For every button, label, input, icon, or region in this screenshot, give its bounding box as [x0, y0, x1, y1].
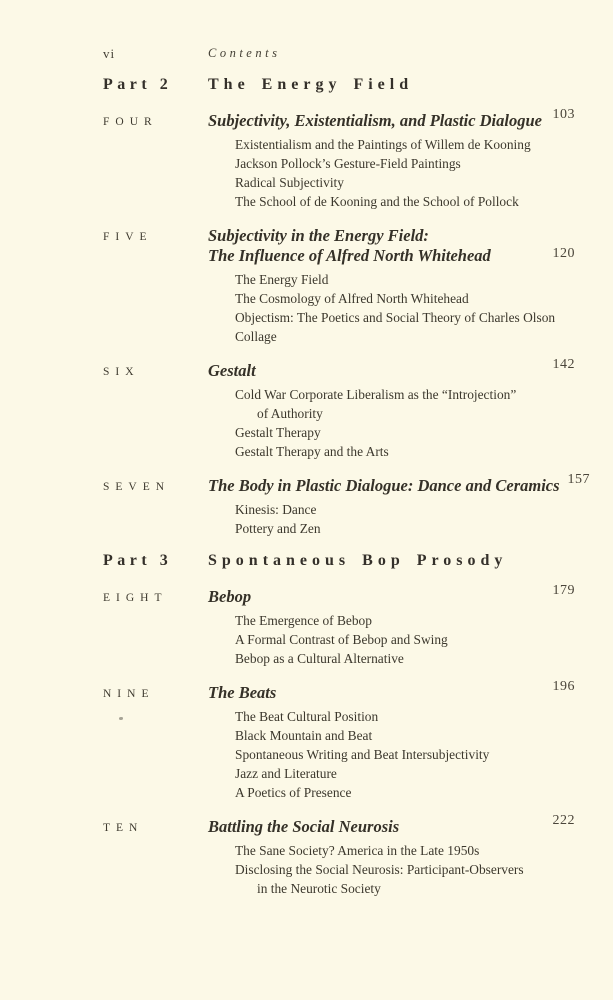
chapter-label: FIVE — [103, 231, 153, 243]
subentry: A Poetics of Presence — [235, 785, 352, 800]
chapter-title-line: Bebop — [208, 587, 252, 606]
subentry: Bebop as a Cultural Alternative — [235, 651, 404, 666]
chapter-page-number: 103 — [552, 107, 575, 122]
part-label: Part 3 — [103, 552, 173, 569]
chapter-title — [208, 226, 491, 266]
chapter-subentries — [208, 607, 575, 668]
chapter-subentries — [208, 496, 575, 538]
chapter-subentries — [208, 131, 575, 211]
subentry: The Beat Cultural Position — [235, 709, 379, 724]
chapter-subentries — [208, 703, 575, 802]
page-header — [103, 46, 575, 62]
chapter-subentries — [208, 381, 575, 461]
subentry: Objectism: The Poetics and Social Theory of Charles Olson — [235, 310, 556, 325]
scan-speck — [119, 717, 123, 720]
subentry: Disclosing the Social Neurosis: Participant-Observers — [235, 862, 524, 877]
chapter-page-number: 179 — [552, 583, 575, 598]
part-title: The Energy Field — [208, 76, 414, 93]
subentry: Jazz and Literature — [235, 766, 337, 781]
subentry: The Energy Field — [235, 272, 329, 287]
part-heading-3 — [103, 552, 575, 570]
chapter-label: NINE — [103, 688, 155, 700]
subentry: Cold War Corporate Liberalism as the “Introjection” — [235, 387, 517, 402]
part-label: Part 2 — [103, 76, 173, 93]
chapter-entry-eight — [103, 583, 575, 668]
subentry: A Formal Contrast of Bebop and Swing — [235, 632, 448, 647]
subentry: Gestalt Therapy and the Arts — [235, 444, 389, 459]
subentry: The Emergence of Bebop — [235, 613, 372, 628]
chapter-title-line: Battling the Social Neurosis — [208, 817, 400, 836]
subentry: Gestalt Therapy — [235, 425, 321, 440]
chapter-title-line: Subjectivity in the Energy Field: — [208, 226, 429, 245]
chapter-page-number: 120 — [552, 246, 575, 261]
chapter-title — [208, 587, 251, 607]
subentry: Radical Subjectivity — [235, 175, 344, 190]
running-head: Contents — [208, 46, 281, 60]
chapter-label: TEN — [103, 822, 144, 834]
subentry: Kinesis: Dance — [235, 502, 317, 517]
chapter-label: FOUR — [103, 116, 158, 128]
chapter-title — [208, 683, 276, 703]
chapter-title-line: The Beats — [208, 683, 277, 702]
subentry: The Cosmology of Alfred North Whitehead — [235, 291, 469, 306]
chapter-page-number: 157 — [567, 472, 591, 487]
chapter-entry-four — [103, 107, 575, 211]
chapter-title — [208, 817, 399, 837]
chapter-title-line: The Influence of Alfred North Whitehead — [208, 246, 491, 265]
chapter-title — [208, 476, 560, 496]
chapter-title-line: Gestalt — [208, 361, 256, 380]
chapter-entry-five — [103, 226, 575, 346]
chapter-subentries — [208, 837, 575, 898]
chapter-label: SEVEN — [103, 481, 171, 493]
chapter-entry-six — [103, 357, 575, 461]
chapter-page-number: 142 — [552, 357, 575, 372]
chapter-page-number: 222 — [552, 813, 575, 828]
chapter-title-line: The Body in Plastic Dialogue: Dance and Ceramics — [208, 476, 560, 495]
chapter-page-number: 196 — [552, 679, 575, 694]
chapter-label: SIX — [103, 366, 140, 378]
subentry: Existentialism and the Paintings of Willem de Kooning — [235, 137, 531, 152]
chapter-entry-nine — [103, 679, 575, 802]
subentry: The Sane Society? America in the Late 1950s — [235, 843, 480, 858]
chapter-entry-ten — [103, 813, 575, 898]
subentry: Jackson Pollock’s Gesture-Field Paintings — [235, 156, 461, 171]
subentry: Pottery and Zen — [235, 521, 321, 536]
subentry: Collage — [235, 329, 277, 344]
folio-page-number: vi — [103, 46, 116, 61]
chapter-subentries — [208, 266, 575, 346]
subentry: Spontaneous Writing and Beat Intersubjectivity — [235, 747, 490, 762]
subentry-continuation: in the Neurotic Society — [257, 881, 381, 896]
subentry: The School of de Kooning and the School of Pollock — [235, 194, 519, 209]
chapter-title — [208, 111, 542, 131]
chapter-label: EIGHT — [103, 592, 168, 604]
chapter-entry-seven — [103, 472, 591, 538]
part-title: Spontaneous Bop Prosody — [208, 552, 508, 569]
subentry-continuation: of Authority — [257, 406, 323, 421]
chapter-title — [208, 361, 256, 381]
subentry: Black Mountain and Beat — [235, 728, 373, 743]
chapter-title-line: Subjectivity, Existentialism, and Plastic Dialogue — [208, 111, 542, 130]
part-heading-2 — [103, 76, 575, 94]
